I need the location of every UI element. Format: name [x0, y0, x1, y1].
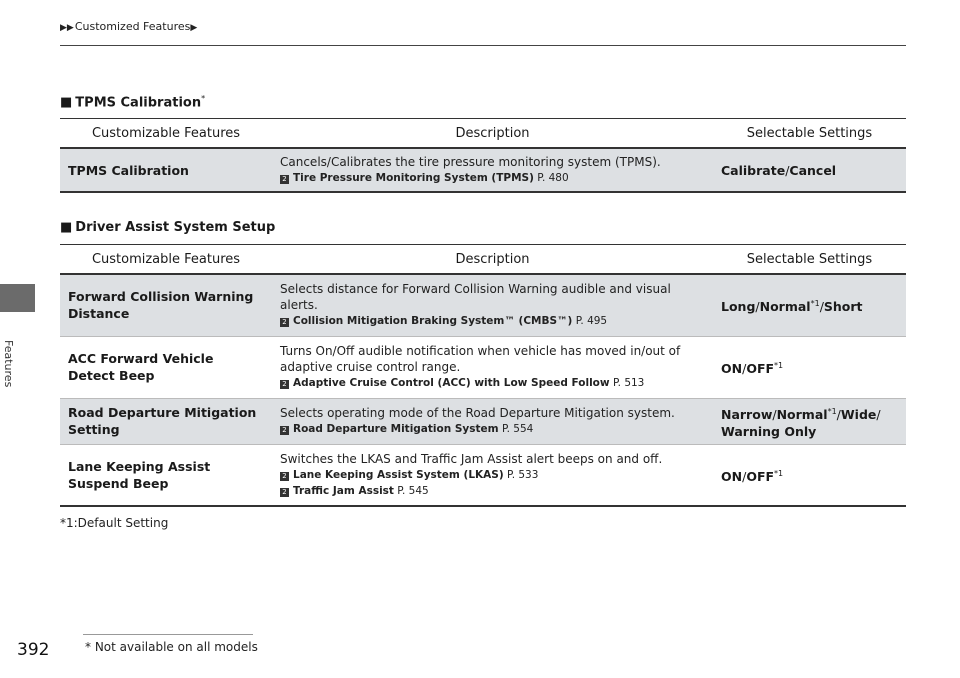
feature-description	[272, 398, 713, 444]
setting-option: Wide	[840, 406, 877, 422]
chapter-label: Features	[2, 340, 15, 388]
setting-option: ON	[721, 468, 743, 484]
reference-title: Lane Keeping Assist System (LKAS)	[293, 468, 504, 481]
feature-name: Lane Keeping Assist Suspend Beep	[60, 444, 272, 506]
reference-arrow-icon: 2	[280, 175, 289, 184]
table-row	[60, 444, 906, 506]
setting-option: Cancel	[789, 162, 837, 178]
section-title-driver-assist: ■ Driver Assist System Setup	[60, 220, 276, 235]
breadcrumb-link[interactable]: Customized Features	[74, 20, 191, 33]
selectable-settings: Long/Normal$^{*1}$/Short	[713, 274, 906, 336]
description-text: Switches the LKAS and Traffic Jam Assist alert beeps on and off.	[280, 451, 663, 466]
default-mark: *1	[774, 468, 784, 478]
feature-description	[272, 148, 713, 192]
table-row	[60, 336, 906, 398]
description-text: Selects distance for Forward Collision Warning audible and visual alerts.	[280, 282, 671, 313]
feature-name: Forward Collision Warning Distance	[60, 274, 272, 336]
default-mark: *1	[774, 360, 784, 370]
col-header-settings: Selectable Settings	[713, 119, 906, 149]
setting-option: ON	[721, 361, 743, 377]
default-setting-note: *1:Default Setting	[60, 516, 169, 530]
feature-name: TPMS Calibration	[60, 148, 272, 192]
col-header-feature: Customizable Features	[60, 119, 272, 149]
selectable-settings: ON/OFF$^{*1}$	[713, 444, 906, 506]
default-mark: *1	[810, 299, 820, 309]
cross-reference-link[interactable]	[280, 483, 705, 499]
cross-reference-link[interactable]	[280, 421, 705, 437]
reference-title: Collision Mitigation Braking System™ (CMBS™)	[293, 315, 573, 328]
setting-option: Warning Only	[721, 423, 817, 439]
cross-reference-link[interactable]	[280, 170, 705, 186]
reference-page: P. 554	[501, 423, 534, 436]
setting-option: Narrow	[721, 406, 773, 422]
col-header-description: Description	[272, 119, 713, 149]
tpms-table	[60, 118, 906, 193]
cross-reference-link[interactable]	[280, 313, 705, 329]
reference-arrow-icon: 2	[280, 488, 289, 497]
selectable-settings: Narrow/Normal$^{*1}$/Wide/ Warning Only	[713, 398, 906, 444]
driver-assist-table	[60, 244, 906, 507]
reference-arrow-icon: 2	[280, 380, 289, 389]
col-header-description: Description	[272, 245, 713, 275]
feature-description	[272, 274, 713, 336]
table-row	[60, 398, 906, 444]
section-square-icon: ■	[60, 220, 73, 235]
cross-reference-link[interactable]	[280, 375, 705, 391]
description-text: Selects operating mode of the Road Departure Mitigation system.	[280, 406, 675, 421]
cross-reference-link[interactable]	[280, 467, 705, 483]
setting-option: Normal	[759, 299, 811, 315]
setting-option: Normal	[776, 406, 828, 422]
reference-arrow-icon: 2	[280, 426, 289, 435]
reference-arrow-icon: 2	[280, 318, 289, 327]
setting-option: OFF	[746, 361, 775, 377]
reference-arrow-icon: 2	[280, 472, 289, 481]
page-number: 392	[17, 640, 50, 660]
reference-title: Traffic Jam Assist	[293, 484, 394, 497]
section-square-icon: ■	[60, 95, 73, 111]
feature-name: ACC Forward Vehicle Detect Beep	[60, 336, 272, 398]
setting-option: Long	[721, 299, 756, 315]
setting-option: OFF	[746, 468, 775, 484]
breadcrumb-arrows-icon: ▶▶	[60, 23, 74, 33]
description-text: Turns On/Off audible notification when vehicle has moved in/out of adaptive cruise control range.	[280, 344, 681, 374]
selectable-settings: Calibrate/Cancel	[713, 148, 906, 192]
selectable-settings: ON/OFF$^{*1}$	[713, 336, 906, 398]
reference-page: P. 480	[537, 172, 569, 184]
feature-description	[272, 444, 713, 506]
reference-title: Road Departure Mitigation System	[293, 423, 499, 436]
section-title-tpms: ■ TPMS Calibration*	[60, 94, 206, 111]
setting-option: Calibrate	[721, 162, 786, 178]
feature-name: Road Departure Mitigation Setting	[60, 398, 272, 444]
feature-description	[272, 336, 713, 398]
col-header-settings: Selectable Settings	[713, 245, 906, 275]
reference-title: Adaptive Cruise Control (ACC) with Low Speed Follow	[293, 377, 610, 389]
availability-footnote: * Not available on all models	[85, 640, 258, 654]
reference-page: P. 545	[397, 484, 429, 497]
model-note-mark: *	[201, 94, 206, 103]
reference-page: P. 513	[612, 377, 645, 389]
table-row	[60, 274, 906, 336]
description-text: Cancels/Calibrates the tire pressure monitoring system (TPMS).	[280, 155, 661, 169]
setting-option: Short	[823, 299, 863, 315]
table-row	[60, 148, 906, 192]
reference-page: P. 495	[575, 315, 608, 328]
default-mark: *1	[827, 406, 837, 416]
breadcrumb-arrow-icon: ▶	[190, 23, 198, 33]
chapter-tab	[0, 284, 35, 312]
col-header-feature: Customizable Features	[60, 245, 272, 275]
reference-title: Tire Pressure Monitoring System (TPMS)	[293, 172, 534, 184]
breadcrumb	[60, 20, 198, 33]
reference-page: P. 533	[507, 468, 539, 481]
header-rule	[60, 45, 906, 46]
